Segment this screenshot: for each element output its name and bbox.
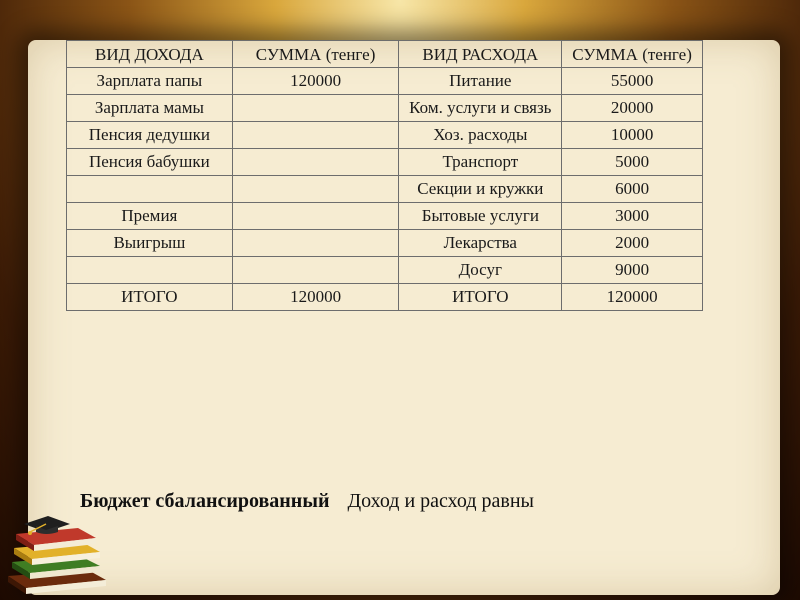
expense-sum-cell: 3000 [562,203,703,230]
expense-type-cell: Бытовые услуги [399,203,562,230]
expense-type-cell: Транспорт [399,149,562,176]
expense-total-label: ИТОГО [399,284,562,311]
expense-type-cell: Досуг [399,257,562,284]
income-sum-cell [232,95,399,122]
expense-type-cell: Секции и кружки [399,176,562,203]
income-type-cell: Пенсия бабушки [67,149,233,176]
conclusion-line [80,490,534,513]
income-type-cell [67,176,233,203]
income-total-label: ИТОГО [67,284,233,311]
table-row [67,95,703,122]
expense-total-value: 120000 [562,284,703,311]
expense-sum-cell: 55000 [562,68,703,95]
income-type-cell: Премия [67,203,233,230]
expense-sum-cell: 2000 [562,230,703,257]
expense-sum-cell: 6000 [562,176,703,203]
income-sum-cell: 120000 [232,68,399,95]
expense-type-cell: Лекарства [399,230,562,257]
table-row [67,149,703,176]
income-sum-cell [232,257,399,284]
expense-type-cell: Ком. услуги и связь [399,95,562,122]
budget-table [66,40,703,311]
expense-sum-cell: 9000 [562,257,703,284]
table-row [67,203,703,230]
expense-sum-cell: 5000 [562,149,703,176]
expense-type-cell: Хоз. расходы [399,122,562,149]
income-sum-cell [232,203,399,230]
header-income-sum: СУММА (тенге) [232,41,399,68]
income-sum-cell [232,122,399,149]
header-income-type: ВИД ДОХОДА [67,41,233,68]
table-header-row [67,41,703,68]
income-type-cell: Пенсия дедушки [67,122,233,149]
income-type-cell: Зарплата мамы [67,95,233,122]
table-row [67,257,703,284]
table-total-row [67,284,703,311]
income-type-cell: Зарплата папы [67,68,233,95]
income-type-cell: Выигрыш [67,230,233,257]
expense-sum-cell: 10000 [562,122,703,149]
income-type-cell [67,257,233,284]
table-row [67,68,703,95]
table-row [67,122,703,149]
books-and-graduation-cap-icon [2,510,114,596]
header-expense-sum: СУММА (тенге) [562,41,703,68]
expense-type-cell: Питание [399,68,562,95]
table-row [67,230,703,257]
table-row [67,176,703,203]
income-sum-cell [232,149,399,176]
income-sum-cell [232,176,399,203]
expense-sum-cell: 20000 [562,95,703,122]
conclusion-text: Доход и расход равны [347,490,534,512]
conclusion-bold-text: Бюджет сбалансированный [80,490,330,512]
header-expense-type: ВИД РАСХОДА [399,41,562,68]
income-sum-cell [232,230,399,257]
income-total-value: 120000 [232,284,399,311]
